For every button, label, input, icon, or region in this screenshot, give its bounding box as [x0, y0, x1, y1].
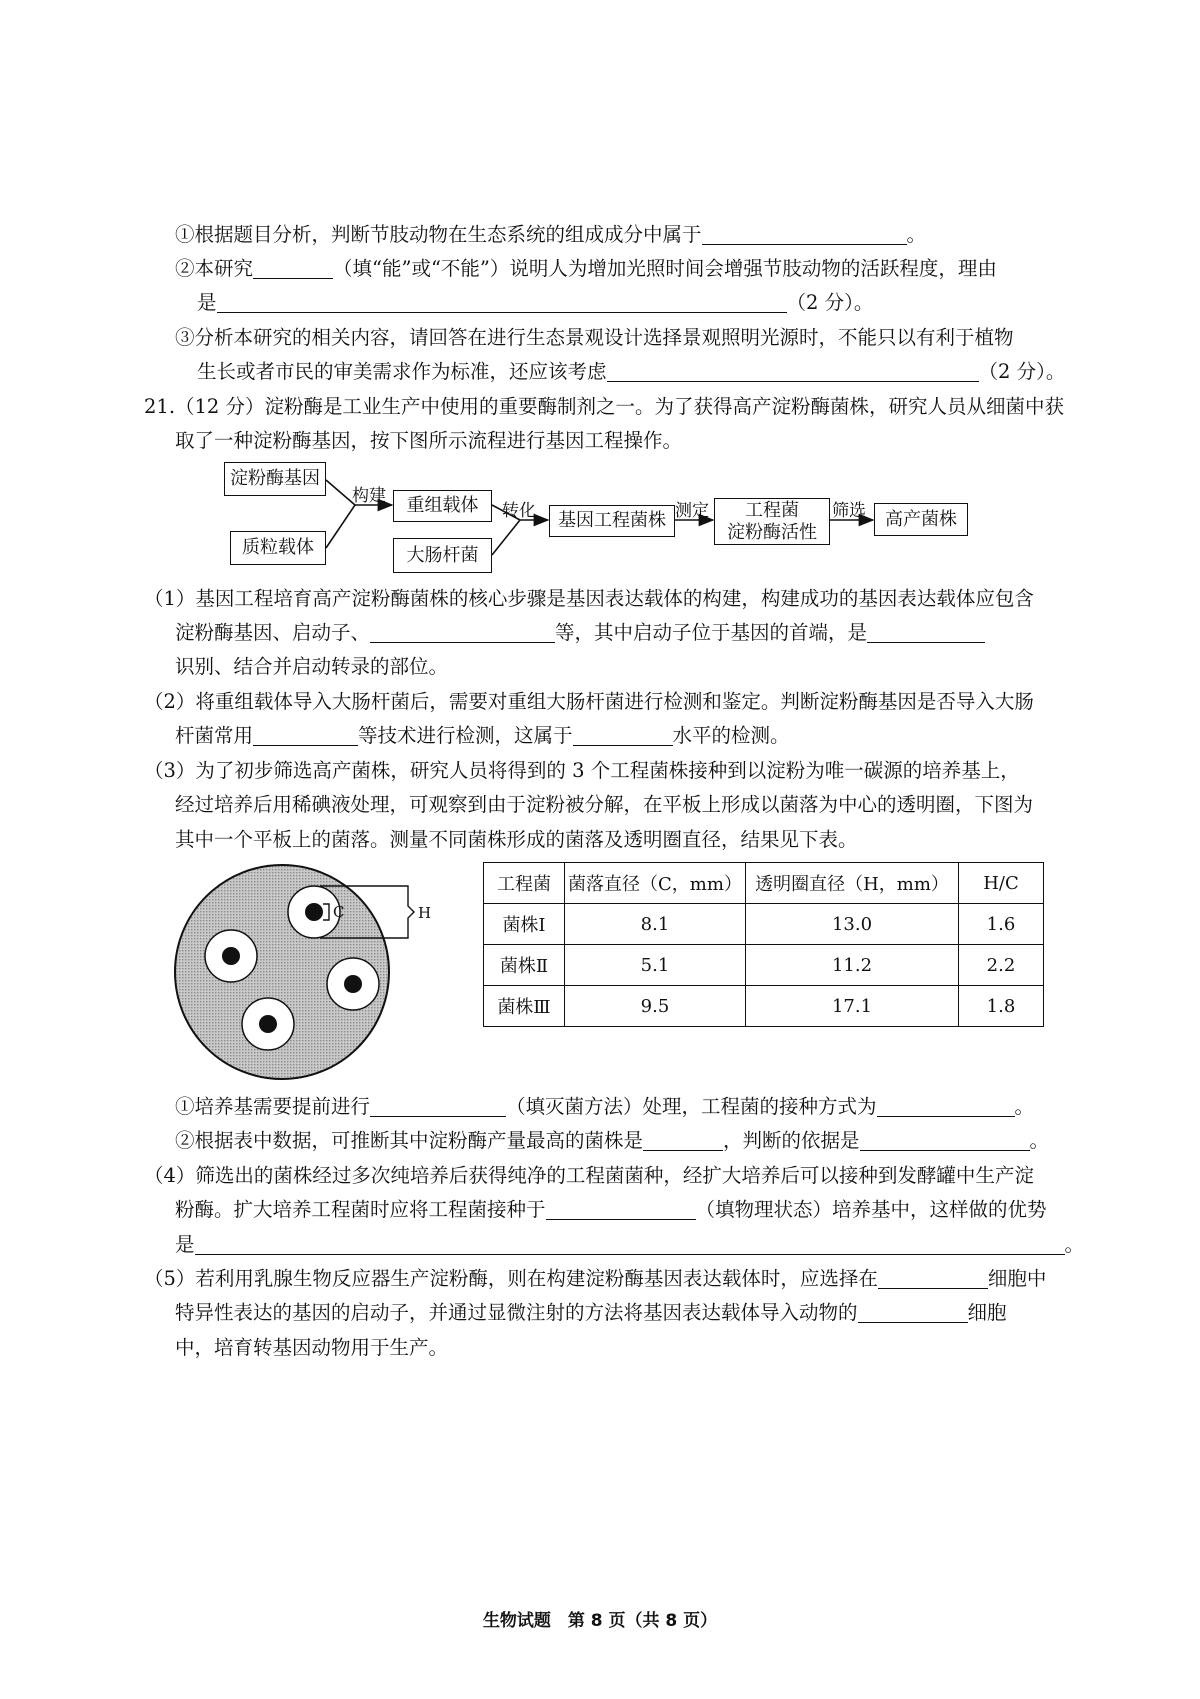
- plasmid-to-construct-line: [326, 505, 355, 548]
- header-cell: H/C: [959, 863, 1044, 904]
- table-cell: 菌株Ⅰ: [484, 904, 565, 945]
- table-cell: 2.2: [959, 945, 1044, 986]
- answer-blank[interactable]: [370, 1094, 506, 1117]
- colony-4: [242, 998, 294, 1050]
- colony-3: [327, 958, 379, 1010]
- p1-line-2: 淀粉酶基因、启动子、 等，其中启动子位于基因的首端，是: [175, 618, 985, 648]
- answer-blank[interactable]: [253, 723, 358, 746]
- answer-blank[interactable]: [860, 1128, 1030, 1151]
- activity-box: 工程菌 淀粉酶活性: [714, 498, 830, 545]
- p3-sub-2: ②根据表中数据，可推断其中淀粉酶产量最高的菌株是 ，判断的依据是 。: [175, 1129, 1050, 1152]
- q20-line-1: ①根据题目分析，判断节肢动物在生态系统的组成成分中属于 。: [175, 223, 927, 246]
- label-c: C: [333, 903, 345, 921]
- label-h: H: [418, 904, 432, 922]
- table-cell: 1.6: [959, 904, 1044, 945]
- q21-intro-1: 21.（12 分）淀粉酶是工业生产中使用的重要酶制剂之一。为了获得高产淀粉酶菌株，研究人员从细菌中获: [144, 395, 1065, 418]
- q21-intro-2: 取了一种淀粉酶基因，按下图所示流程进行基因工程操作。: [175, 429, 683, 452]
- answer-blank[interactable]: [643, 1128, 723, 1151]
- table-row: [484, 904, 1044, 945]
- high-yield-box: 高产菌株: [874, 503, 968, 536]
- table-cell: 13.0: [746, 904, 959, 945]
- q20-line-4: ③分析本研究的相关内容，请回答在进行生态景观设计选择景观照明光源时，不能只以有利于植物: [175, 326, 1014, 349]
- ecoli-to-transform-line: [492, 520, 520, 555]
- table-row: [484, 986, 1044, 1027]
- answer-blank[interactable]: [370, 620, 555, 643]
- table-cell: 11.2: [746, 945, 959, 986]
- p3-line-3: 其中一个平板上的菌落。测量不同菌株形成的菌落及透明圈直径，结果见下表。: [175, 828, 858, 851]
- construct-label: 构建: [352, 486, 386, 506]
- table-cell: 9.5: [565, 986, 746, 1027]
- answer-blank[interactable]: [546, 1197, 696, 1220]
- p1-line-1: （1）基因工程培育高产淀粉酶菌株的核心步骤是基因表达载体的构建，构建成功的基因表达载体应包含: [144, 587, 1034, 610]
- p5-line-2: 特异性表达的基因的启动子，并通过显微注射的方法将基因表达载体导入动物的 细胞: [175, 1301, 1007, 1324]
- q20-line-5: 生长或者市民的审美需求作为标准，还应该考虑 （2 分）。: [197, 360, 1066, 383]
- p4-line-3: 是 。: [175, 1233, 1085, 1256]
- answer-blank[interactable]: [877, 1094, 1015, 1117]
- plasmid-box: 质粒载体: [230, 531, 326, 565]
- answer-blank[interactable]: [858, 1300, 968, 1323]
- transform-label: 转化: [502, 501, 536, 521]
- header-cell: 透明圈直径（H，mm）: [746, 863, 959, 904]
- header-cell: 菌落直径（C，mm）: [565, 863, 746, 904]
- p1-line-3: 识别、结合并启动转录的部位。: [175, 655, 449, 678]
- q20-line-2: ②本研究 （填“能”或“不能”）说明人为增加光照时间会增强节肢动物的活跃程度，理由: [175, 257, 997, 280]
- p4-line-2: 粉酶。扩大培养工程菌时应将工程菌接种于 （填物理状态）培养基中，这样做的优势: [175, 1198, 1047, 1221]
- gene-to-construct-line: [326, 480, 355, 505]
- table-cell: 1.8: [959, 986, 1044, 1027]
- table-cell: 菌株Ⅲ: [484, 986, 565, 1027]
- table-header-row: [484, 863, 1044, 904]
- petri-plate: [170, 860, 460, 1090]
- q20-line-3: 是 （2 分）。: [197, 291, 874, 314]
- p4-line-1: （4）筛选出的菌株经过多次纯培养后获得纯净的工程菌菌种，经扩大培养后可以接种到发酵罐中生产淀: [144, 1164, 1034, 1187]
- table-cell: 菌株Ⅱ: [484, 945, 565, 986]
- p3-sub-1: ①培养基需要提前进行 （填灭菌方法）处理，工程菌的接种方式为 。: [175, 1095, 1035, 1118]
- table-cell: 5.1: [565, 945, 746, 986]
- p2-line-1: （2）将重组载体导入大肠杆菌后，需要对重组大肠杆菌进行检测和鉴定。判断淀粉酶基因是否导入大肠: [144, 690, 1034, 713]
- answer-blank[interactable]: [573, 723, 673, 746]
- answer-blank[interactable]: [195, 1232, 1065, 1255]
- p5-line-3: 中，培育转基因动物用于生产。: [175, 1336, 449, 1359]
- recombinant-box: 重组载体: [393, 490, 492, 522]
- header-cell: 工程菌: [484, 863, 565, 904]
- table-row: [484, 945, 1044, 986]
- answer-blank[interactable]: [878, 1266, 988, 1289]
- screen-label: 筛选: [832, 501, 866, 521]
- gene-box: 淀粉酶基因: [224, 462, 326, 496]
- engineered-strain-box: 基因工程菌株: [549, 505, 675, 537]
- ecoli-box: 大肠杆菌: [393, 538, 492, 573]
- colony-2: [205, 930, 257, 982]
- measure-label: 测定: [675, 501, 709, 521]
- answer-blank[interactable]: [867, 620, 985, 643]
- page-footer: 生物试题 第 8 页（共 8 页）: [482, 1611, 718, 1631]
- p3-line-2: 经过培养后用稀碘液处理，可观察到由于淀粉被分解，在平板上形成以菌落为中心的透明圈，下图为: [175, 793, 1034, 816]
- p5-line-1: （5）若利用乳腺生物反应器生产淀粉酶，则在构建淀粉酶基因表达载体时，应选择在 细胞中: [144, 1267, 1047, 1290]
- table-cell: 17.1: [746, 986, 959, 1027]
- p2-line-2: 杆菌常用 等技术进行检测，这属于 水平的检测。: [175, 724, 790, 747]
- p3-line-1: （3）为了初步筛选高产菌株，研究人员将得到的 3 个工程菌株接种到以淀粉为唯一碳源的培养基上，: [144, 759, 1020, 782]
- results-table: [483, 862, 1044, 1027]
- table-cell: 8.1: [565, 904, 746, 945]
